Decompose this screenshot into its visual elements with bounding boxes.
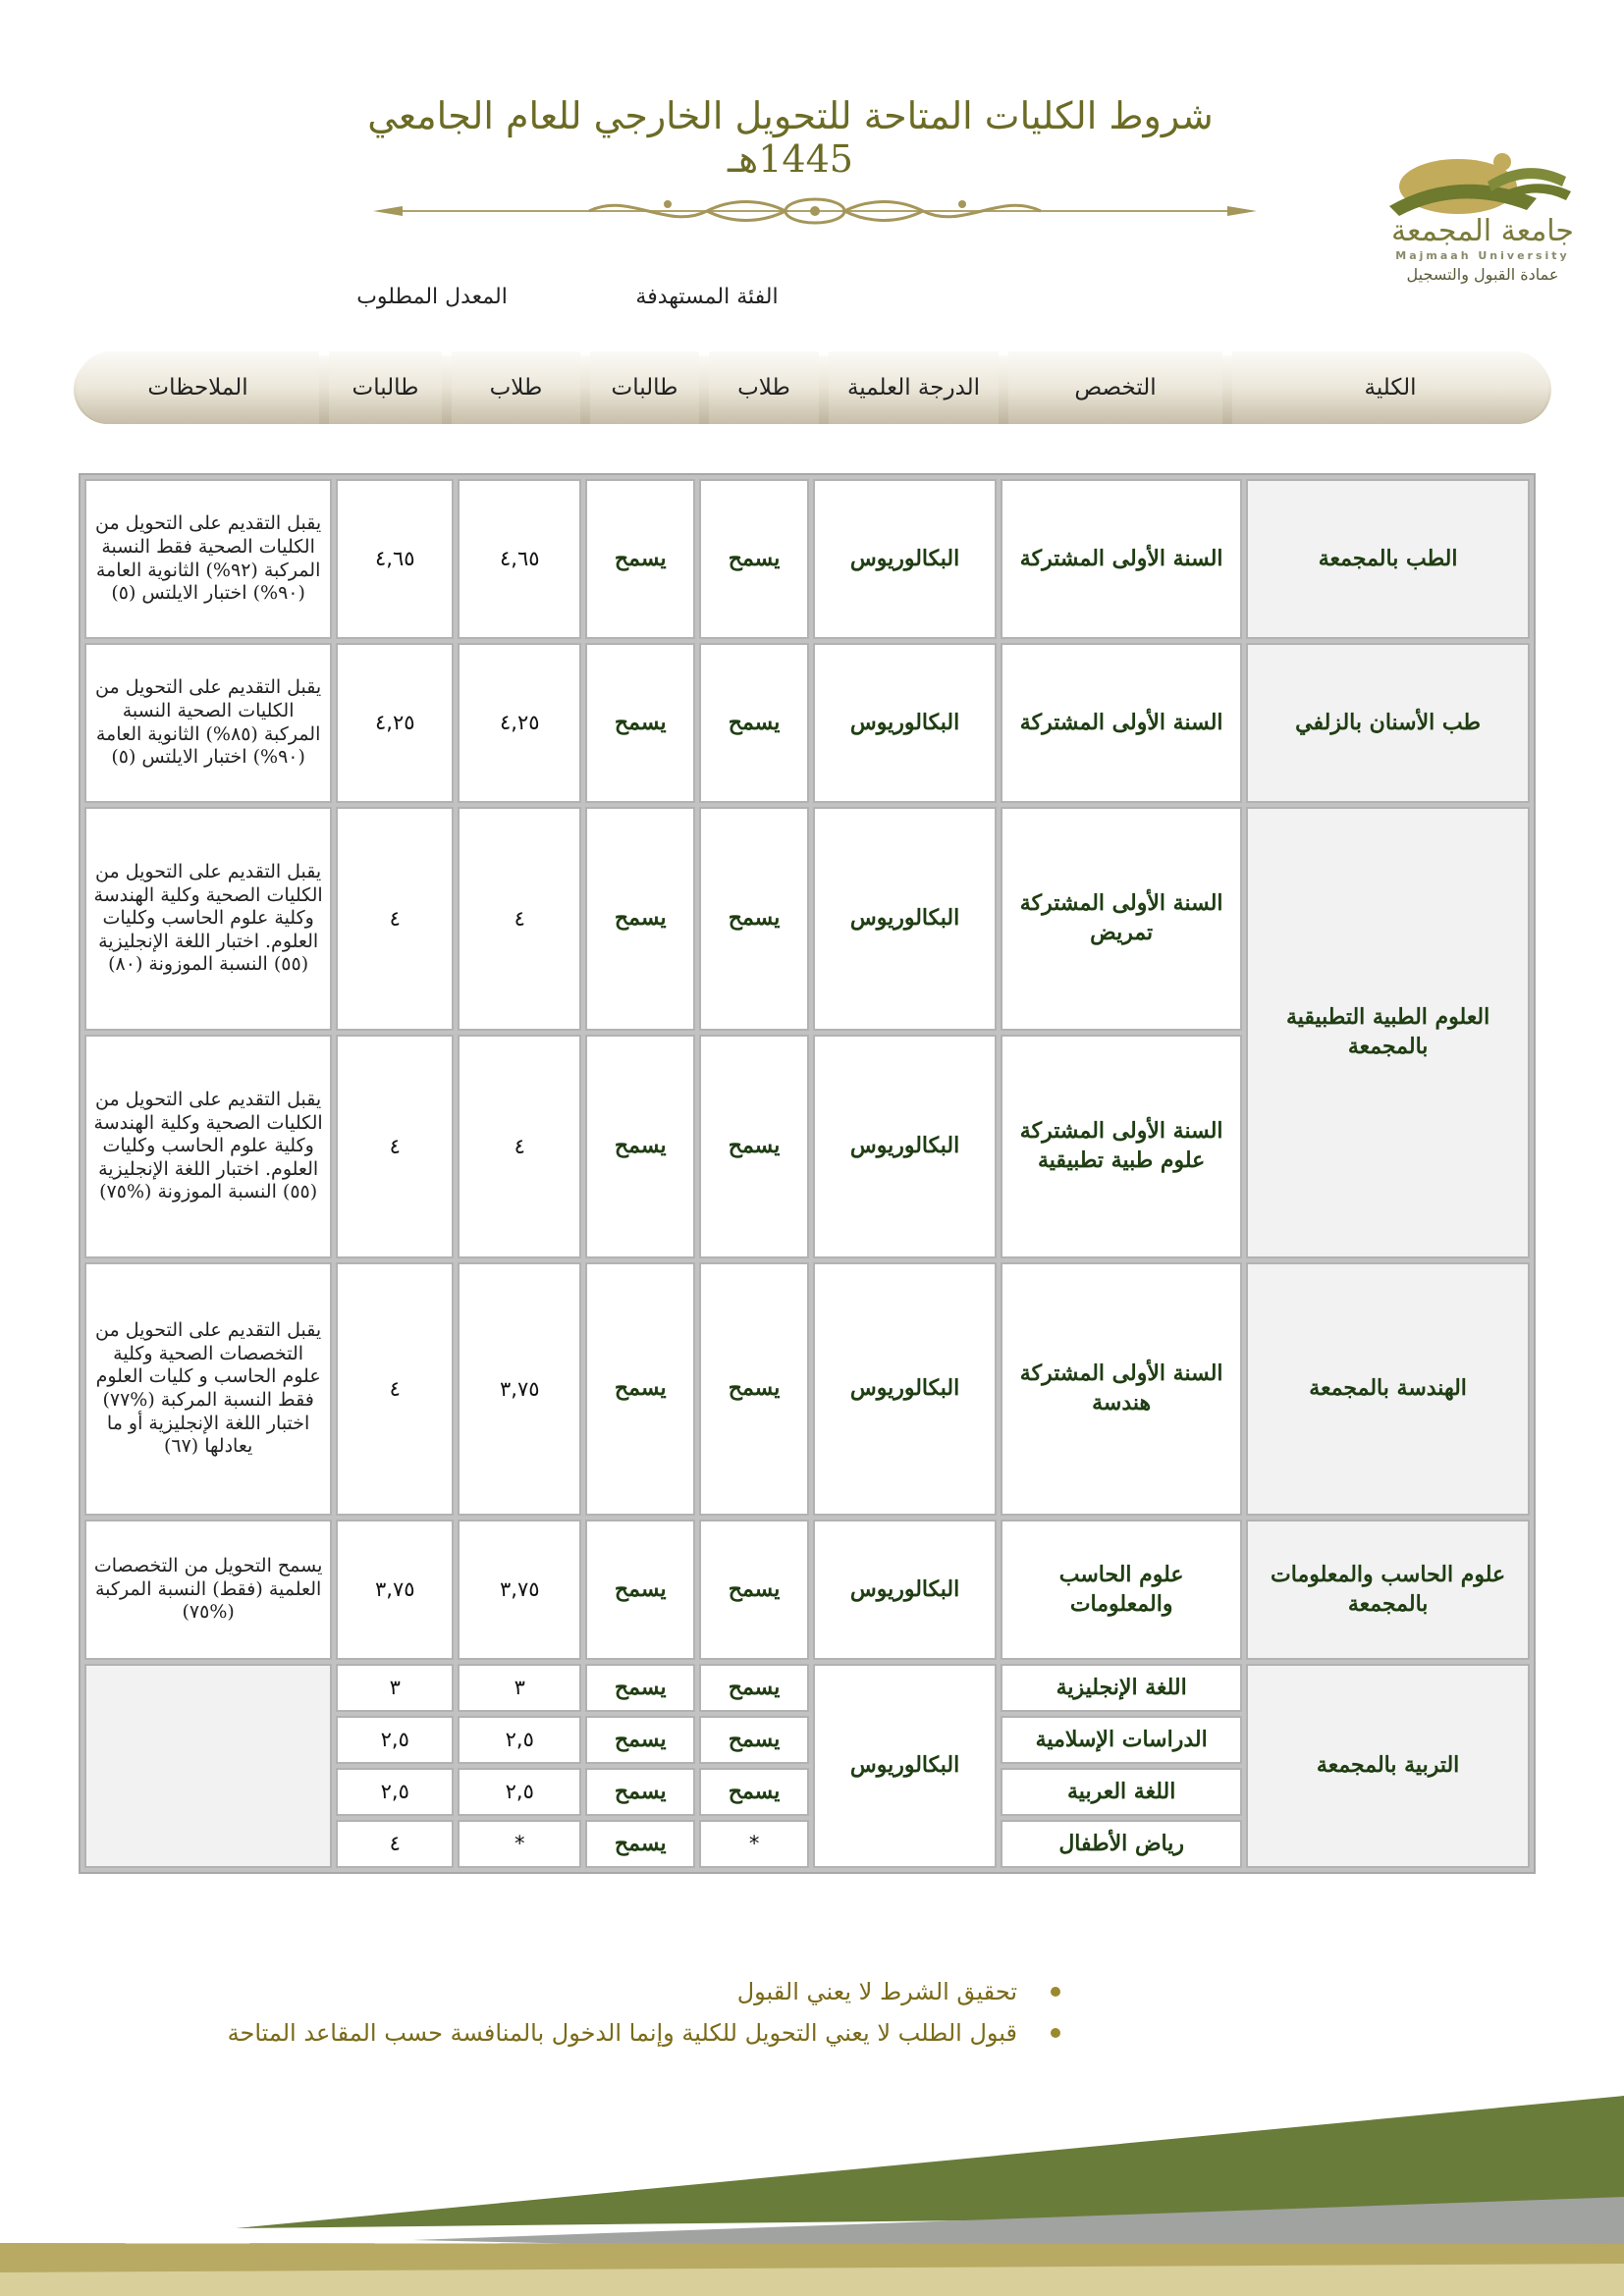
college-cell: علوم الحاسب والمعلومات بالمجمعة	[1246, 1520, 1530, 1660]
table-row	[84, 807, 1530, 1031]
female-gpa-cell: ٤,٢٥	[336, 643, 454, 803]
female-gpa-cell: ٣,٧٥	[336, 1520, 454, 1660]
female-allowed-cell: يسمح	[585, 1768, 695, 1816]
college-cell: التربية بالمجمعة	[1246, 1664, 1530, 1868]
major-cell: رياض الأطفال	[1001, 1820, 1242, 1868]
male-allowed-cell: *	[699, 1820, 809, 1868]
header-college: الكلية	[1232, 351, 1548, 424]
bullet-icon	[1051, 2028, 1060, 2038]
female-allowed-cell: يسمح	[585, 1035, 695, 1258]
female-gpa-cell: ٤	[336, 1820, 454, 1868]
female-allowed-cell: يسمح	[585, 1664, 695, 1712]
male-gpa-cell: ٤	[458, 1035, 581, 1258]
male-allowed-cell: يسمح	[699, 1664, 809, 1712]
title-ornament	[373, 187, 1257, 236]
bullet-text: قبول الطلب لا يعني التحويل للكلية وإنما الدخول بالمنافسة حسب المقاعد المتاحة	[227, 2019, 1017, 2047]
female-allowed-cell: يسمح	[585, 1520, 695, 1660]
male-gpa-cell: ٢,٥	[458, 1716, 581, 1764]
male-gpa-cell: ٣,٧٥	[458, 1262, 581, 1516]
male-allowed-cell: يسمح	[699, 1716, 809, 1764]
header-male-gpa: طلاب	[452, 351, 580, 424]
male-allowed-cell: يسمح	[699, 1262, 809, 1516]
deanship-name: عمادة القبول والتسجيل	[1406, 265, 1559, 284]
major-cell: السنة الأولى المشتركة	[1001, 479, 1242, 639]
degree-cell: البكالوريوس	[813, 643, 997, 803]
college-cell: الهندسة بالمجمعة	[1246, 1262, 1530, 1516]
degree-cell: البكالوريوس	[813, 479, 997, 639]
female-gpa-cell: ٢,٥	[336, 1768, 454, 1816]
degree-cell: البكالوريوس	[813, 1664, 997, 1868]
notes-cell: يقبل التقديم على التحويل من التخصصات الصحية وكلية علوم الحاسب و كليات العلوم فقط النسبة المركبة (%٧٧) اختبار اللغة الإنجليزية أو ما يعادلها (٦٧)	[84, 1262, 332, 1516]
degree-cell: البكالوريوس	[813, 1262, 997, 1516]
female-allowed-cell: يسمح	[585, 1820, 695, 1868]
list-item	[177, 2012, 1060, 2054]
target-group-label: الفئة المستهدفة	[635, 285, 779, 309]
notes-cell: يقبل التقديم على التحويل من الكليات الصحية فقط النسبة المركبة (٩٢%) الثانوية العامة (٩٠%) اختبار الايلتس (٥)	[84, 479, 332, 639]
male-allowed-cell: يسمح	[699, 1035, 809, 1258]
male-gpa-cell: ٣	[458, 1664, 581, 1712]
university-name-ar: جامعة المجمعة	[1391, 214, 1574, 248]
male-gpa-cell: *	[458, 1820, 581, 1868]
notes-cell: يسمح التحويل من التخصصات العلمية (فقط) النسبة المركبة (%٧٥)	[84, 1520, 332, 1660]
footer-band-decoration	[0, 2071, 1624, 2296]
female-gpa-cell: ٤	[336, 807, 454, 1031]
female-allowed-cell: يسمح	[585, 807, 695, 1031]
male-allowed-cell: يسمح	[699, 479, 809, 639]
university-name-en: Majmaah University	[1395, 249, 1570, 262]
major-cell: السنة الأولى المشتركة تمريض	[1001, 807, 1242, 1031]
bullet-text: تحقيق الشرط لا يعني القبول	[736, 1978, 1017, 2005]
header-major: التخصص	[1008, 351, 1222, 424]
major-cell: الدراسات الإسلامية	[1001, 1716, 1242, 1764]
male-gpa-cell: ٣,٧٥	[458, 1520, 581, 1660]
major-cell: السنة الأولى المشتركة علوم طبية تطبيقية	[1001, 1035, 1242, 1258]
header-male-target: طلاب	[709, 351, 819, 424]
female-allowed-cell: يسمح	[585, 643, 695, 803]
female-gpa-cell: ٤	[336, 1035, 454, 1258]
male-allowed-cell: يسمح	[699, 1520, 809, 1660]
table-row	[84, 479, 1530, 639]
major-cell: السنة الأولى المشتركة	[1001, 643, 1242, 803]
table-row	[84, 643, 1530, 803]
header-female-gpa: طالبات	[329, 351, 442, 424]
degree-cell: البكالوريوس	[813, 807, 997, 1031]
major-cell: اللغة الإنجليزية	[1001, 1664, 1242, 1712]
female-gpa-cell: ٢,٥	[336, 1716, 454, 1764]
college-cell: الطب بالمجمعة	[1246, 479, 1530, 639]
table-row	[84, 1664, 1530, 1712]
male-allowed-cell: يسمح	[699, 1768, 809, 1816]
notes-cell-empty	[84, 1664, 332, 1868]
female-gpa-cell: ٣	[336, 1664, 454, 1712]
required-gpa-label: المعدل المطلوب	[356, 285, 508, 309]
major-cell: السنة الأولى المشتركة هندسة	[1001, 1262, 1242, 1516]
notes-cell: يقبل التقديم على التحويل من الكليات الصحية النسبة المركبة (٨٥%) الثانوية العامة (٩٠%) اختبار الايلتس (٥)	[84, 643, 332, 803]
notes-cell: يقبل التقديم على التحويل من الكليات الصحية وكلية الهندسة وكلية علوم الحاسب وكليات العلوم. اختبار اللغة الإنجليزية (٥٥) النسبة الموزونة (٨٠)	[84, 807, 332, 1031]
college-cell: طب الأسنان بالزلفي	[1246, 643, 1530, 803]
notes-list	[177, 1971, 1060, 2054]
major-cell: اللغة العربية	[1001, 1768, 1242, 1816]
male-allowed-cell: يسمح	[699, 643, 809, 803]
male-gpa-cell: ٤,٦٥	[458, 479, 581, 639]
female-gpa-cell: ٤	[336, 1262, 454, 1516]
header-degree: الدرجة العلمية	[829, 351, 999, 424]
list-item	[177, 1971, 1060, 2012]
male-gpa-cell: ٤,٢٥	[458, 643, 581, 803]
degree-cell: البكالوريوس	[813, 1520, 997, 1660]
header-female-target: طالبات	[590, 351, 699, 424]
female-allowed-cell: يسمح	[585, 1262, 695, 1516]
header-notes: الملاحظات	[77, 351, 319, 424]
table-row	[84, 1520, 1530, 1660]
male-gpa-cell: ٢,٥	[458, 1768, 581, 1816]
female-allowed-cell: يسمح	[585, 1716, 695, 1764]
male-gpa-cell: ٤	[458, 807, 581, 1031]
transfer-conditions-table	[79, 473, 1536, 1874]
male-allowed-cell: يسمح	[699, 807, 809, 1031]
college-cell: العلوم الطبية التطبيقية بالمجمعة	[1246, 807, 1530, 1258]
bullet-icon	[1051, 1987, 1060, 1997]
female-allowed-cell: يسمح	[585, 479, 695, 639]
table-row	[84, 1262, 1530, 1516]
page-title: شروط الكليات المتاحة للتحويل الخارجي للعام الجامعي 1445هـ	[367, 94, 1214, 181]
major-cell: علوم الحاسب والمعلومات	[1001, 1520, 1242, 1660]
notes-cell: يقبل التقديم على التحويل من الكليات الصحية وكلية الهندسة وكلية علوم الحاسب وكليات العلوم. اختبار اللغة الإنجليزية (٥٥) النسبة الموزونة (%٧٥)	[84, 1035, 332, 1258]
degree-cell: البكالوريوس	[813, 1035, 997, 1258]
female-gpa-cell: ٤,٦٥	[336, 479, 454, 639]
